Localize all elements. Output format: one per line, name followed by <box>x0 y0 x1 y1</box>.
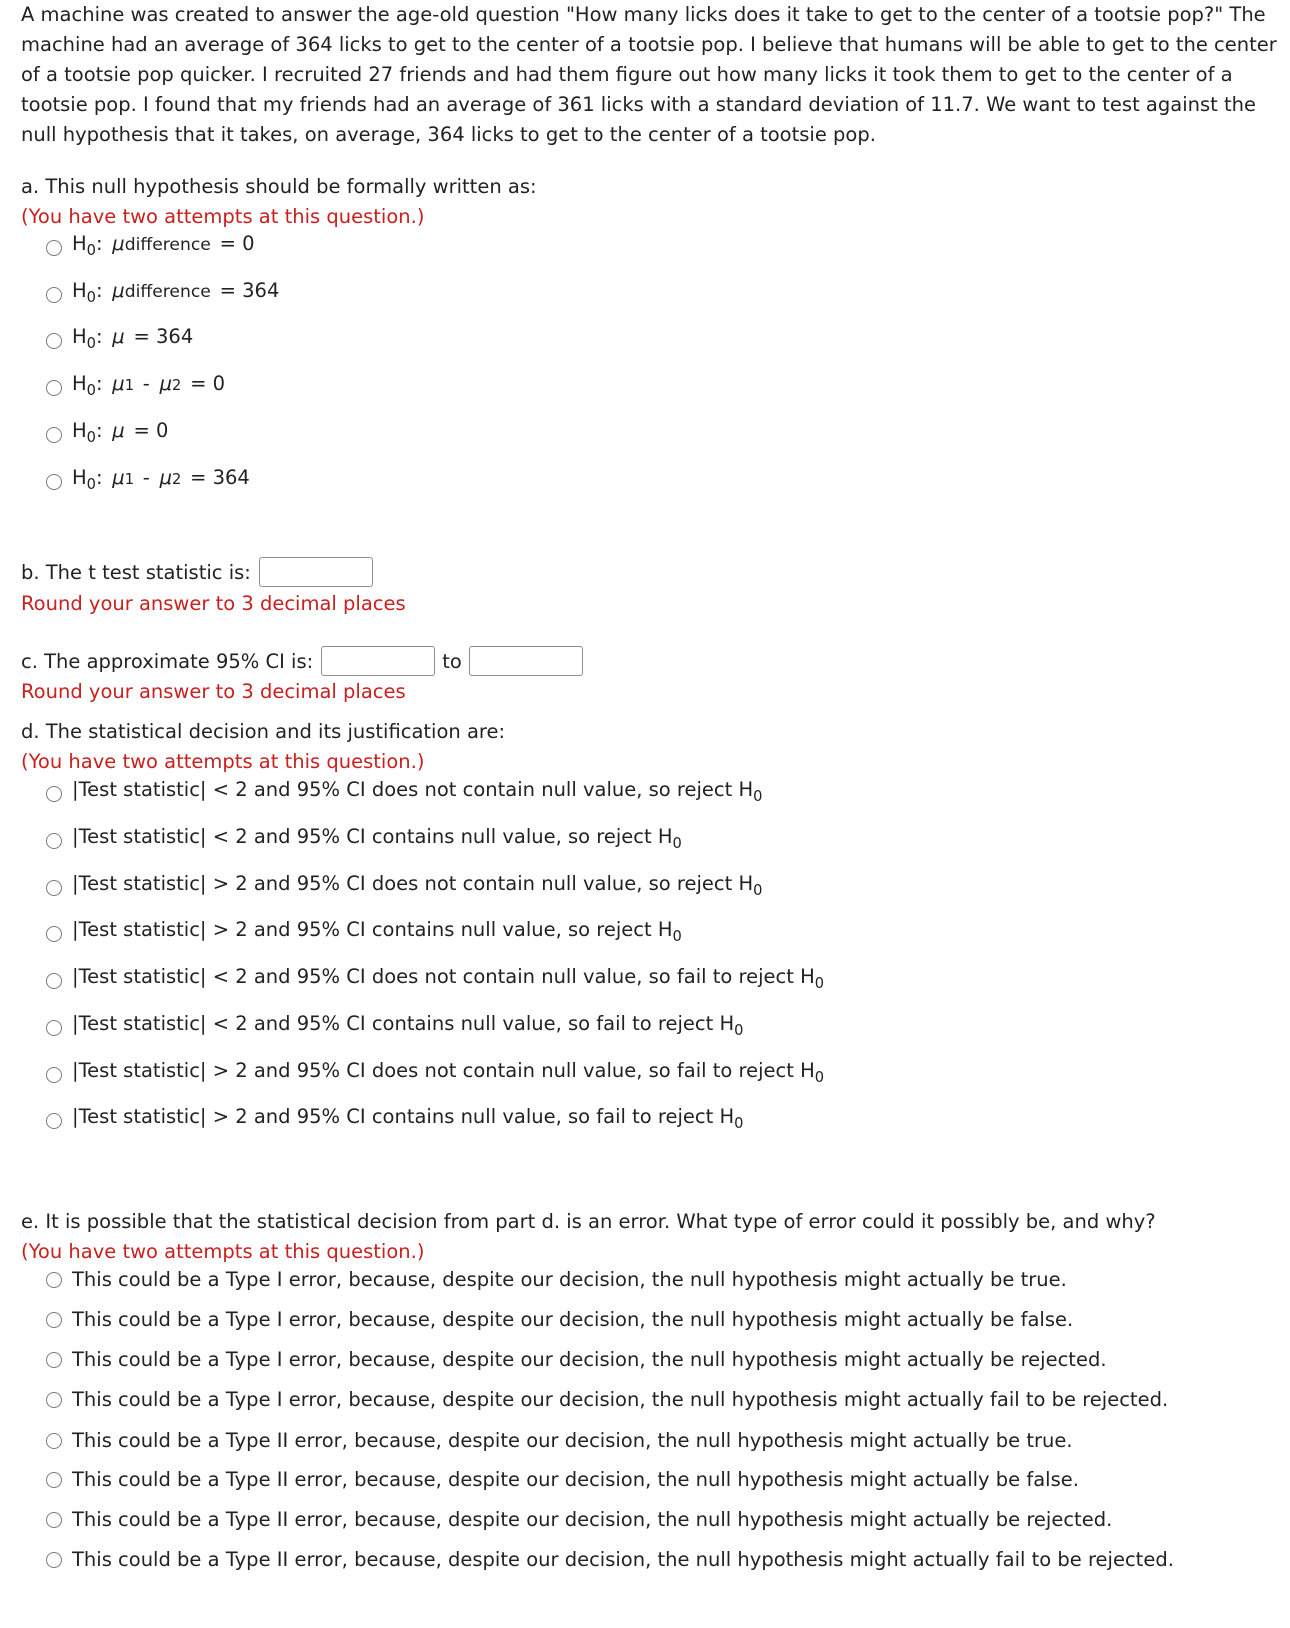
part-d-attempts-note: (You have two attempts at this question.) <box>21 750 425 773</box>
part-d-option-6[interactable] <box>46 1012 743 1043</box>
radio-button[interactable] <box>46 1512 62 1528</box>
part-b-prompt: b. The t test statistic is: <box>21 560 251 584</box>
radio-button[interactable] <box>46 380 62 396</box>
radio-button[interactable] <box>46 1392 62 1408</box>
ci-upper-input[interactable] <box>469 646 583 676</box>
hypothesis-label: $H_0$: μ 1 - μ 2 = 364 <box>72 466 250 494</box>
radio-button[interactable] <box>46 1272 62 1288</box>
error-type-label: This could be a Type I error, because, despite our decision, the null hypothesis might actually fail to be rejected. <box>72 1388 1169 1411</box>
part-a-header <box>21 172 537 232</box>
part-a-attempts-note: (You have two attempts at this question.) <box>21 205 425 228</box>
hypothesis-label: $H_0$: μ difference = 364 <box>72 279 280 307</box>
part-d-option-1[interactable] <box>46 778 762 809</box>
hypothesis-label: $H_0$: μ = 364 <box>72 325 194 353</box>
radio-button[interactable] <box>46 240 62 256</box>
part-e-prompt: e. It is possible that the statistical decision from part d. is an error. What type of error could it possibly be, and why? <box>21 1210 1156 1233</box>
radio-button[interactable] <box>46 1552 62 1568</box>
hypothesis-label: $H_0$: μ difference = 0 <box>72 232 255 260</box>
part-c-rounding-note: Round your answer to 3 decimal places <box>21 680 406 703</box>
hypothesis-label: $H_0$: μ = 0 <box>72 419 169 447</box>
part-e-option-5[interactable] <box>46 1429 1073 1453</box>
radio-button[interactable] <box>46 474 62 490</box>
decision-label: |Test statistic| < 2 and 95% CI does not contain null value, so fail to reject $H_0$ <box>72 965 825 993</box>
part-a-option-6[interactable] <box>46 466 250 497</box>
error-type-label: This could be a Type II error, because, despite our decision, the null hypothesis might actually be false. <box>72 1468 1079 1491</box>
radio-button[interactable] <box>46 427 62 443</box>
radio-button[interactable] <box>46 287 62 303</box>
part-e-option-2[interactable] <box>46 1308 1073 1332</box>
decision-label: |Test statistic| > 2 and 95% CI does not contain null value, so reject $H_0$ <box>72 872 763 900</box>
radio-button[interactable] <box>46 1352 62 1368</box>
ci-to-label: to <box>442 649 462 673</box>
part-d-option-5[interactable] <box>46 965 824 996</box>
radio-button[interactable] <box>46 1113 62 1129</box>
radio-button[interactable] <box>46 880 62 896</box>
radio-button[interactable] <box>46 973 62 989</box>
problem-statement: A machine was created to answer the age-old question "How many licks does it take to get to the center of a tootsie pop?" The machine had an average of 364 licks to get to the center of a tootsie pop. I believe that humans will be able to get to the center of a tootsie pop quicker. I recruited 27 friends and had them figure out how many licks it took them to get to the center of a tootsie pop. I found that my friends had an average of 361 licks with a standard deviation of 11.7. We want to test against the null hypothesis that it takes, on average, 364 licks to get to the center of a tootsie pop. <box>21 3 1277 146</box>
decision-label: |Test statistic| > 2 and 95% CI contains null value, so fail to reject $H_0$ <box>72 1105 744 1133</box>
decision-label: |Test statistic| < 2 and 95% CI contains null value, so fail to reject $H_0$ <box>72 1012 744 1040</box>
radio-button[interactable] <box>46 926 62 942</box>
part-d-option-4[interactable] <box>46 918 682 949</box>
part-e-attempts-note: (You have two attempts at this question.) <box>21 1240 425 1263</box>
decision-label: |Test statistic| > 2 and 95% CI contains null value, so reject $H_0$ <box>72 918 682 946</box>
radio-button[interactable] <box>46 1472 62 1488</box>
part-e-option-3[interactable] <box>46 1348 1107 1372</box>
error-type-label: This could be a Type I error, because, despite our decision, the null hypothesis might actually be rejected. <box>72 1348 1107 1371</box>
part-d-prompt: d. The statistical decision and its justification are: <box>21 720 506 743</box>
radio-button[interactable] <box>46 786 62 802</box>
part-a-option-2[interactable] <box>46 279 279 310</box>
error-type-label: This could be a Type I error, because, despite our decision, the null hypothesis might actually be true. <box>72 1268 1067 1291</box>
part-e-option-7[interactable] <box>46 1508 1112 1532</box>
part-a-option-3[interactable] <box>46 325 193 356</box>
part-d-option-2[interactable] <box>46 825 682 856</box>
error-type-label: This could be a Type II error, because, despite our decision, the null hypothesis might actually fail to be rejected. <box>72 1548 1174 1571</box>
ci-lower-input[interactable] <box>321 646 435 676</box>
part-e-option-6[interactable] <box>46 1468 1079 1492</box>
error-type-label: This could be a Type II error, because, despite our decision, the null hypothesis might actually be rejected. <box>72 1508 1113 1531</box>
part-d-option-8[interactable] <box>46 1105 743 1136</box>
part-b-rounding-note: Round your answer to 3 decimal places <box>21 592 406 615</box>
decision-label: |Test statistic| < 2 and 95% CI does not contain null value, so reject $H_0$ <box>72 778 763 806</box>
part-d-header <box>21 717 505 777</box>
error-type-label: This could be a Type II error, because, despite our decision, the null hypothesis might actually be true. <box>72 1429 1073 1452</box>
radio-button[interactable] <box>46 833 62 849</box>
part-a-option-1[interactable] <box>46 232 255 263</box>
decision-label: |Test statistic| > 2 and 95% CI does not contain null value, so fail to reject $H_0$ <box>72 1059 825 1087</box>
error-type-label: This could be a Type I error, because, despite our decision, the null hypothesis might actually be false. <box>72 1308 1074 1331</box>
radio-button[interactable] <box>46 1433 62 1449</box>
t-statistic-input[interactable] <box>259 557 373 587</box>
hypothesis-label: $H_0$: μ 1 - μ 2 = 0 <box>72 372 226 400</box>
part-d-option-7[interactable] <box>46 1059 824 1090</box>
part-c-prompt: c. The approximate 95% CI is: <box>21 649 314 673</box>
part-d-option-3[interactable] <box>46 872 762 903</box>
part-c-row <box>21 646 583 676</box>
part-b-row <box>21 557 373 587</box>
radio-button[interactable] <box>46 1067 62 1083</box>
part-e-option-4[interactable] <box>46 1388 1168 1412</box>
decision-label: |Test statistic| < 2 and 95% CI contains null value, so reject $H_0$ <box>72 825 682 853</box>
part-a-option-5[interactable] <box>46 419 168 450</box>
part-e-header <box>21 1207 1156 1267</box>
part-a-prompt: a. This null hypothesis should be formally written as: <box>21 175 537 198</box>
radio-button[interactable] <box>46 333 62 349</box>
radio-button[interactable] <box>46 1312 62 1328</box>
part-e-option-1[interactable] <box>46 1268 1067 1292</box>
radio-button[interactable] <box>46 1020 62 1036</box>
part-e-option-8[interactable] <box>46 1548 1174 1572</box>
part-a-option-4[interactable] <box>46 372 225 403</box>
